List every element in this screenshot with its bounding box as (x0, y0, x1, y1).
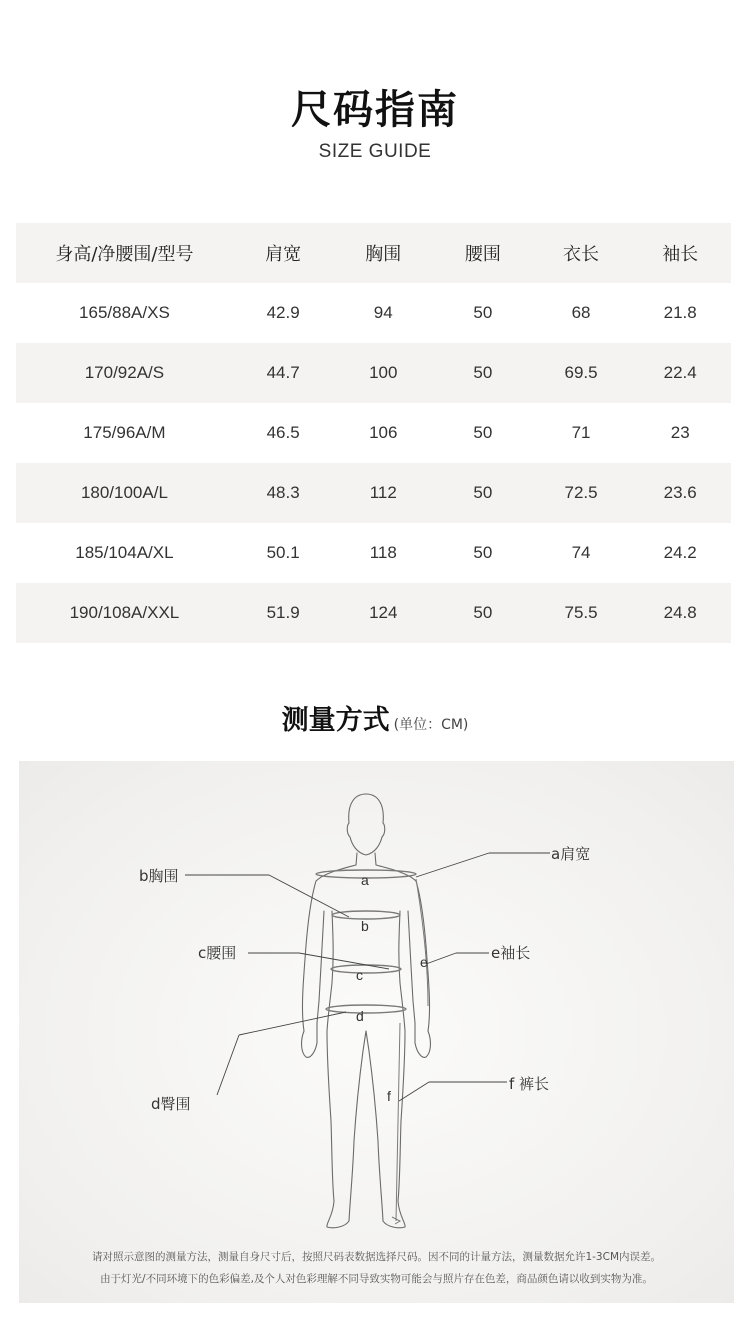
size-table (16, 223, 731, 643)
measure-title: 测量方式 (281, 705, 390, 736)
table-cell: 118 (369, 543, 397, 562)
measure-heading (0, 698, 750, 737)
table-cell: 72.5 (564, 483, 598, 502)
table-cell: 165/88A/XS (79, 303, 170, 322)
table-row (16, 583, 731, 643)
table-cell: 94 (373, 303, 393, 322)
marker-a: a (361, 872, 369, 888)
table-cell: 22.4 (663, 363, 697, 382)
table-row (16, 403, 731, 463)
table-header-row (16, 223, 731, 283)
table-cell: 68 (571, 303, 591, 322)
body-figure-illustration (19, 761, 734, 1303)
table-cell: 50 (473, 363, 493, 382)
label-pants-length: f 裤长 (509, 1075, 550, 1093)
table-cell: 75.5 (564, 603, 598, 622)
table-row (16, 283, 731, 343)
table-row (16, 343, 731, 403)
marker-b: b (361, 918, 369, 934)
column-header: 肩宽 (265, 244, 302, 265)
label-chest: b胸围 (139, 867, 179, 885)
measurement-diagram (19, 761, 734, 1303)
table-cell: 106 (369, 423, 398, 442)
page-title: 尺码指南 (291, 87, 459, 133)
marker-c: c (356, 967, 363, 983)
table-cell: 48.3 (266, 483, 300, 502)
table-cell: 46.5 (266, 423, 300, 442)
table-cell: 69.5 (564, 363, 598, 382)
table-row (16, 523, 731, 583)
table-cell: 74 (571, 543, 591, 562)
table-cell: 23.6 (663, 483, 697, 502)
measure-unit: (单位：CM) (393, 717, 469, 733)
marker-f: f (387, 1088, 391, 1104)
column-header: 胸围 (365, 244, 402, 265)
page-subtitle: SIZE GUIDE (318, 141, 432, 162)
table-cell: 51.9 (266, 603, 300, 622)
table-cell: 44.7 (266, 363, 300, 382)
label-hip: d臀围 (151, 1095, 191, 1113)
table-cell: 50 (473, 543, 493, 562)
label-sleeve-length: e袖长 (491, 944, 531, 962)
table-cell: 170/92A/S (84, 363, 165, 382)
table-cell: 50 (473, 603, 493, 622)
table-cell: 175/96A/M (83, 423, 166, 442)
table-cell: 50 (473, 423, 493, 442)
marker-d: d (356, 1008, 364, 1024)
table-cell: 23 (670, 423, 690, 442)
table-cell: 100 (369, 363, 398, 382)
table-cell: 50 (473, 303, 493, 322)
table-cell: 21.8 (663, 303, 697, 322)
note-line: 由于灯光/不同环境下的色彩偏差,及个人对色彩理解不同导致实物可能会与照片存在色差，商品颜色请以收到实物为准。 (100, 1273, 653, 1285)
table-cell: 24.2 (663, 543, 697, 562)
table-cell: 185/104A/XL (75, 543, 174, 562)
table-cell: 71 (571, 423, 591, 442)
measurement-notes (19, 1246, 734, 1290)
column-header: 身高/净腰围/型号 (55, 244, 194, 265)
table-cell: 180/100A/L (80, 483, 168, 502)
table-cell: 50.1 (266, 543, 300, 562)
table-cell: 42.9 (266, 303, 300, 322)
table-row (16, 463, 731, 523)
table-cell: 190/108A/XXL (69, 603, 180, 622)
table-cell: 112 (369, 483, 397, 502)
column-header: 衣长 (563, 244, 600, 265)
label-shoulder-width: a肩宽 (551, 845, 591, 863)
column-header: 腰围 (464, 244, 501, 265)
table-cell: 24.8 (663, 603, 697, 622)
column-header: 袖长 (662, 244, 699, 265)
table-cell: 50 (473, 483, 493, 502)
table-cell: 124 (369, 603, 398, 622)
note-line: 请对照示意图的测量方法，测量自身尺寸后，按照尺码表数据选择尺码。因不同的计量方法，测量数据允许1-3CM内误差。 (91, 1251, 662, 1263)
marker-e: e (420, 954, 428, 970)
label-waist: c腰围 (198, 944, 237, 962)
